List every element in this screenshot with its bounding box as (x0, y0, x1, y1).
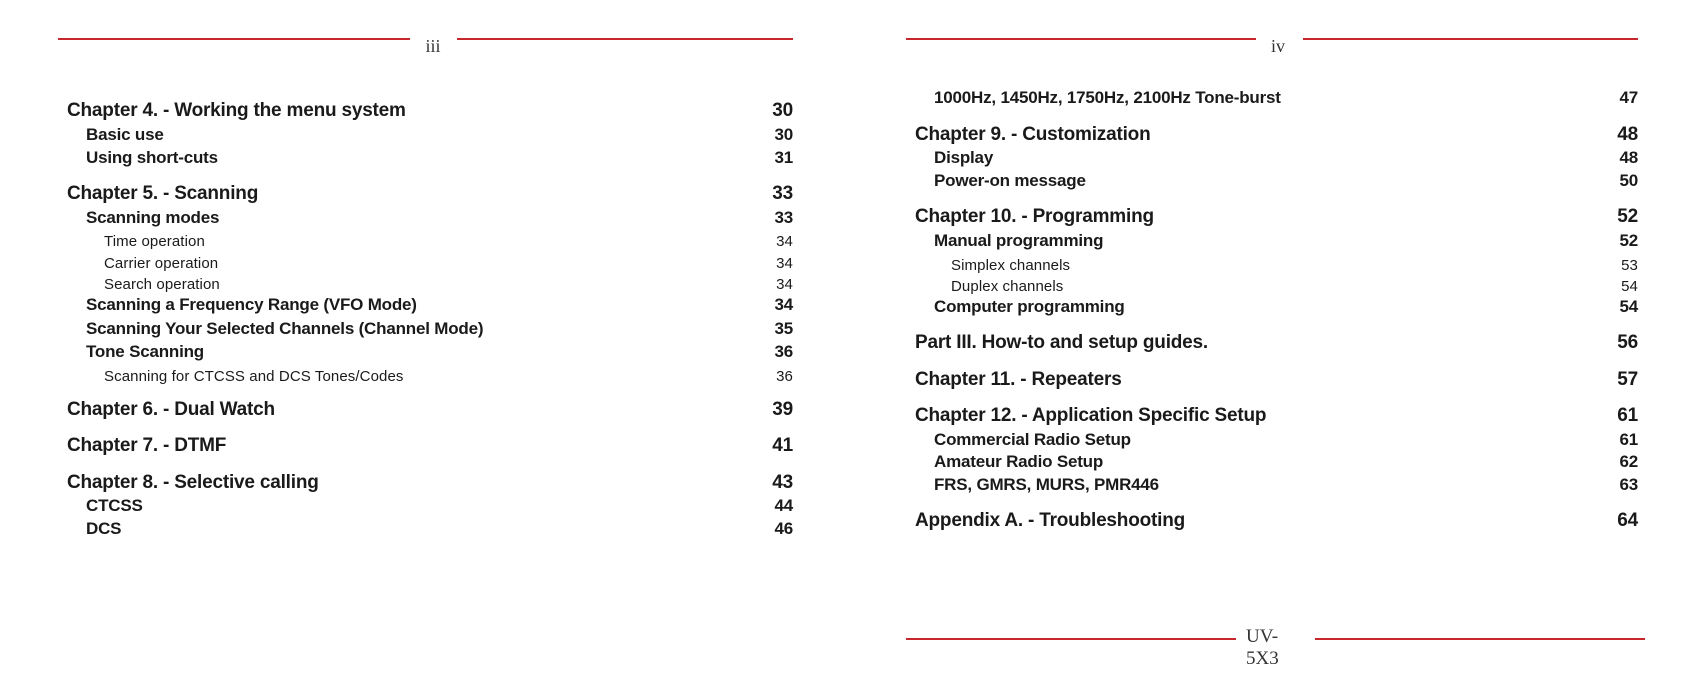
toc-entry-page: 36 (774, 342, 793, 361)
toc-entry-page: 44 (774, 496, 793, 515)
toc-entry-page: 61 (1619, 430, 1638, 449)
page-number: iii (425, 36, 441, 56)
toc-entry-title: DCS (86, 519, 122, 538)
toc-entry-title: Amateur Radio Setup (934, 452, 1104, 471)
toc-entry-page: 46 (774, 519, 793, 538)
footer-rule-left (906, 638, 1236, 640)
header-rule-left (58, 38, 410, 40)
toc-entry-page: 36 (776, 368, 793, 385)
toc-entry-title: Computer programming (934, 297, 1125, 316)
toc-entry-page: 61 (1617, 405, 1638, 426)
page-number: iv (1270, 36, 1285, 56)
toc-entry-title: Chapter 10. - Programming (915, 206, 1154, 227)
toc-entry-page: 62 (1619, 452, 1638, 471)
toc-entry-page: 53 (1621, 257, 1638, 274)
toc-entry-page: 47 (1619, 88, 1638, 107)
toc-entry-page: 34 (776, 276, 793, 293)
toc-entry-page: 54 (1619, 297, 1638, 316)
toc-entry-page: 63 (1619, 475, 1638, 494)
toc-entry-title: Scanning Your Selected Channels (Channel Mode) (86, 319, 484, 338)
toc-entry-page: 33 (774, 208, 793, 227)
toc-entry-page: 56 (1617, 332, 1638, 353)
toc-entry-title: Chapter 4. - Working the menu system (67, 100, 406, 121)
toc-entry-title: Duplex channels (951, 278, 1064, 295)
toc-entry-page: 35 (774, 319, 793, 338)
toc-entry-page: 39 (772, 399, 793, 420)
toc-entry-page: 52 (1617, 206, 1638, 227)
toc-entry-page: 50 (1619, 171, 1638, 190)
toc-entry-title: Manual programming (934, 231, 1104, 250)
toc-entry-title: Scanning modes (86, 208, 220, 227)
header-rule-left (906, 38, 1256, 40)
toc-entry-page: 34 (776, 255, 793, 272)
toc-entry-title: Scanning a Frequency Range (VFO Mode) (86, 295, 417, 314)
toc-entry-page: 64 (1617, 510, 1638, 531)
toc-entry-title: CTCSS (86, 496, 143, 515)
toc-entry-page: 34 (776, 233, 793, 250)
toc-entry-page: 57 (1617, 369, 1638, 390)
toc-entry-page: 34 (774, 295, 793, 314)
toc-entry-title: Power-on message (934, 171, 1086, 190)
toc-entry-page: 31 (774, 148, 793, 167)
toc-entry-title: Part III. How-to and setup guides. (915, 332, 1208, 353)
footer-rule-right (1315, 638, 1645, 640)
toc-entry-title: Chapter 11. - Repeaters (915, 369, 1122, 390)
toc-entry-title: Chapter 12. - Application Specific Setup (915, 405, 1267, 426)
toc-entry-page: 52 (1619, 231, 1638, 250)
toc-entry-title: Commercial Radio Setup (934, 430, 1131, 449)
toc-entry-page: 54 (1621, 278, 1638, 295)
toc-entry-page: 41 (772, 435, 793, 456)
footer-title: UV-5X3 (1246, 626, 1279, 669)
toc-entry-page: 30 (772, 100, 793, 121)
toc-entry-title: Time operation (104, 233, 205, 250)
toc-entry-title: Chapter 5. - Scanning (67, 183, 259, 204)
toc-entry-title: Search operation (104, 276, 220, 293)
toc-entry-page: 43 (772, 472, 793, 493)
toc-entry-title: Chapter 7. - DTMF (67, 435, 227, 456)
header-rule-right (457, 38, 793, 40)
toc-entry-title: 1000Hz, 1450Hz, 1750Hz, 2100Hz Tone-burst (934, 88, 1281, 107)
toc-entry-title: Display (934, 148, 994, 167)
right-page (850, 0, 1701, 680)
toc-entry-title: Scanning for CTCSS and DCS Tones/Codes (104, 368, 404, 385)
toc-entry-title: Chapter 9. - Customization (915, 124, 1151, 145)
toc-entry-title: Tone Scanning (86, 342, 204, 361)
toc-entry-title: Chapter 8. - Selective calling (67, 472, 319, 493)
toc-entry-title: Simplex channels (951, 257, 1071, 274)
left-page (0, 0, 850, 680)
header-rule-right (1303, 38, 1638, 40)
toc-entry-page: 30 (774, 125, 793, 144)
toc-entry-title: Using short-cuts (86, 148, 218, 167)
toc-entry-title: Basic use (86, 125, 164, 144)
toc-entry-title: Chapter 6. - Dual Watch (67, 399, 275, 420)
toc-entry-page: 48 (1619, 148, 1638, 167)
toc-entry-page: 48 (1617, 124, 1638, 145)
toc-entry-title: Appendix A. - Troubleshooting (915, 510, 1186, 531)
toc-entry-page: 33 (772, 183, 793, 204)
toc-entry-title: FRS, GMRS, MURS, PMR446 (934, 475, 1159, 494)
toc-entry-title: Carrier operation (104, 255, 219, 272)
